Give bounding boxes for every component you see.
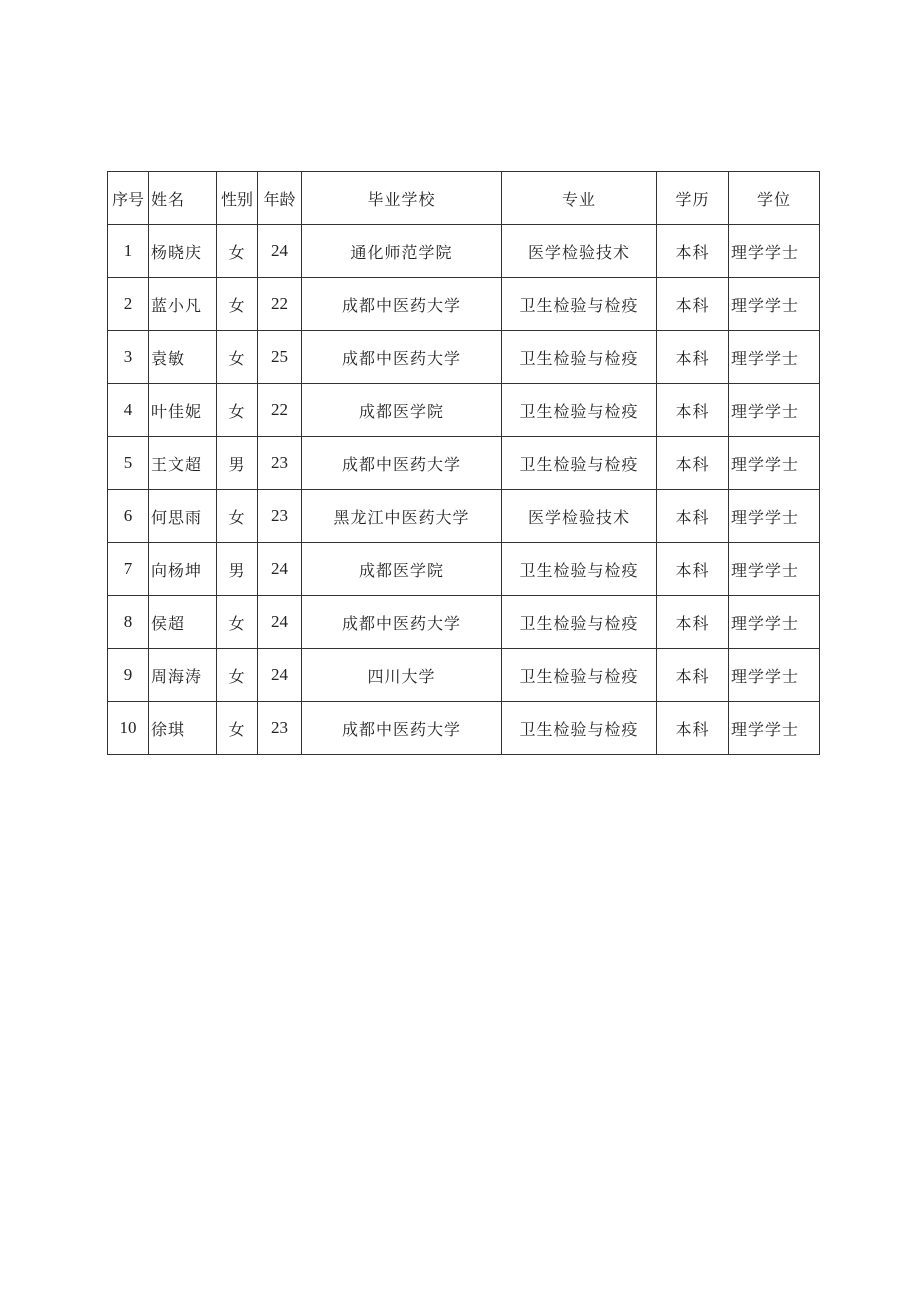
cell-gender: 女 xyxy=(217,702,258,755)
cell-major: 医学检验技术 xyxy=(502,225,657,278)
cell-name: 蓝小凡 xyxy=(149,278,217,331)
cell-gender: 女 xyxy=(217,649,258,702)
cell-seq: 10 xyxy=(108,702,149,755)
cell-age: 22 xyxy=(258,278,302,331)
header-age: 年龄 xyxy=(258,172,302,225)
cell-education: 本科 xyxy=(657,225,729,278)
cell-gender: 女 xyxy=(217,384,258,437)
cell-age: 22 xyxy=(258,384,302,437)
table-row xyxy=(108,490,820,543)
table-row xyxy=(108,437,820,490)
cell-degree: 理学学士 xyxy=(729,649,820,702)
cell-school: 成都中医药大学 xyxy=(302,702,502,755)
cell-age: 24 xyxy=(258,596,302,649)
table-row xyxy=(108,331,820,384)
cell-name: 杨晓庆 xyxy=(149,225,217,278)
cell-gender: 女 xyxy=(217,225,258,278)
table-row xyxy=(108,278,820,331)
cell-name: 王文超 xyxy=(149,437,217,490)
cell-name: 向杨坤 xyxy=(149,543,217,596)
cell-degree: 理学学士 xyxy=(729,437,820,490)
table-row xyxy=(108,225,820,278)
cell-age: 23 xyxy=(258,490,302,543)
document-page xyxy=(107,171,820,755)
cell-gender: 男 xyxy=(217,437,258,490)
cell-seq: 2 xyxy=(108,278,149,331)
applicant-table xyxy=(107,171,820,755)
cell-gender: 男 xyxy=(217,543,258,596)
cell-major: 卫生检验与检疫 xyxy=(502,384,657,437)
header-major: 专业 xyxy=(502,172,657,225)
table-row xyxy=(108,543,820,596)
cell-school: 四川大学 xyxy=(302,649,502,702)
cell-seq: 5 xyxy=(108,437,149,490)
cell-age: 24 xyxy=(258,543,302,596)
cell-seq: 3 xyxy=(108,331,149,384)
cell-degree: 理学学士 xyxy=(729,331,820,384)
cell-gender: 女 xyxy=(217,331,258,384)
cell-degree: 理学学士 xyxy=(729,702,820,755)
table-row xyxy=(108,702,820,755)
cell-name: 周海涛 xyxy=(149,649,217,702)
table-header-row xyxy=(108,172,820,225)
cell-age: 24 xyxy=(258,649,302,702)
cell-name: 叶佳妮 xyxy=(149,384,217,437)
cell-major: 医学检验技术 xyxy=(502,490,657,543)
cell-education: 本科 xyxy=(657,384,729,437)
header-education: 学历 xyxy=(657,172,729,225)
cell-education: 本科 xyxy=(657,596,729,649)
cell-seq: 1 xyxy=(108,225,149,278)
cell-school: 成都中医药大学 xyxy=(302,596,502,649)
cell-seq: 7 xyxy=(108,543,149,596)
cell-name: 何思雨 xyxy=(149,490,217,543)
cell-degree: 理学学士 xyxy=(729,225,820,278)
cell-education: 本科 xyxy=(657,702,729,755)
cell-name: 袁敏 xyxy=(149,331,217,384)
cell-major: 卫生检验与检疫 xyxy=(502,278,657,331)
header-name: 姓名 xyxy=(149,172,217,225)
header-gender: 性别 xyxy=(217,172,258,225)
cell-gender: 女 xyxy=(217,596,258,649)
cell-school: 通化师范学院 xyxy=(302,225,502,278)
cell-degree: 理学学士 xyxy=(729,596,820,649)
cell-major: 卫生检验与检疫 xyxy=(502,543,657,596)
cell-school: 成都医学院 xyxy=(302,384,502,437)
cell-degree: 理学学士 xyxy=(729,490,820,543)
table-row xyxy=(108,649,820,702)
cell-seq: 8 xyxy=(108,596,149,649)
header-school: 毕业学校 xyxy=(302,172,502,225)
cell-seq: 6 xyxy=(108,490,149,543)
cell-major: 卫生检验与检疫 xyxy=(502,649,657,702)
cell-school: 成都中医药大学 xyxy=(302,331,502,384)
cell-school: 成都医学院 xyxy=(302,543,502,596)
cell-education: 本科 xyxy=(657,331,729,384)
cell-education: 本科 xyxy=(657,437,729,490)
cell-major: 卫生检验与检疫 xyxy=(502,596,657,649)
cell-name: 徐琪 xyxy=(149,702,217,755)
cell-education: 本科 xyxy=(657,490,729,543)
cell-age: 25 xyxy=(258,331,302,384)
header-seq: 序号 xyxy=(108,172,149,225)
cell-age: 24 xyxy=(258,225,302,278)
cell-major: 卫生检验与检疫 xyxy=(502,331,657,384)
cell-degree: 理学学士 xyxy=(729,278,820,331)
cell-name: 侯超 xyxy=(149,596,217,649)
cell-seq: 9 xyxy=(108,649,149,702)
header-degree: 学位 xyxy=(729,172,820,225)
cell-gender: 女 xyxy=(217,278,258,331)
cell-school: 成都中医药大学 xyxy=(302,437,502,490)
table-row xyxy=(108,596,820,649)
cell-seq: 4 xyxy=(108,384,149,437)
cell-school: 黑龙江中医药大学 xyxy=(302,490,502,543)
cell-education: 本科 xyxy=(657,543,729,596)
cell-education: 本科 xyxy=(657,278,729,331)
cell-major: 卫生检验与检疫 xyxy=(502,702,657,755)
cell-education: 本科 xyxy=(657,649,729,702)
cell-gender: 女 xyxy=(217,490,258,543)
table-row xyxy=(108,384,820,437)
cell-major: 卫生检验与检疫 xyxy=(502,437,657,490)
cell-degree: 理学学士 xyxy=(729,384,820,437)
cell-degree: 理学学士 xyxy=(729,543,820,596)
cell-age: 23 xyxy=(258,702,302,755)
cell-school: 成都中医药大学 xyxy=(302,278,502,331)
cell-age: 23 xyxy=(258,437,302,490)
